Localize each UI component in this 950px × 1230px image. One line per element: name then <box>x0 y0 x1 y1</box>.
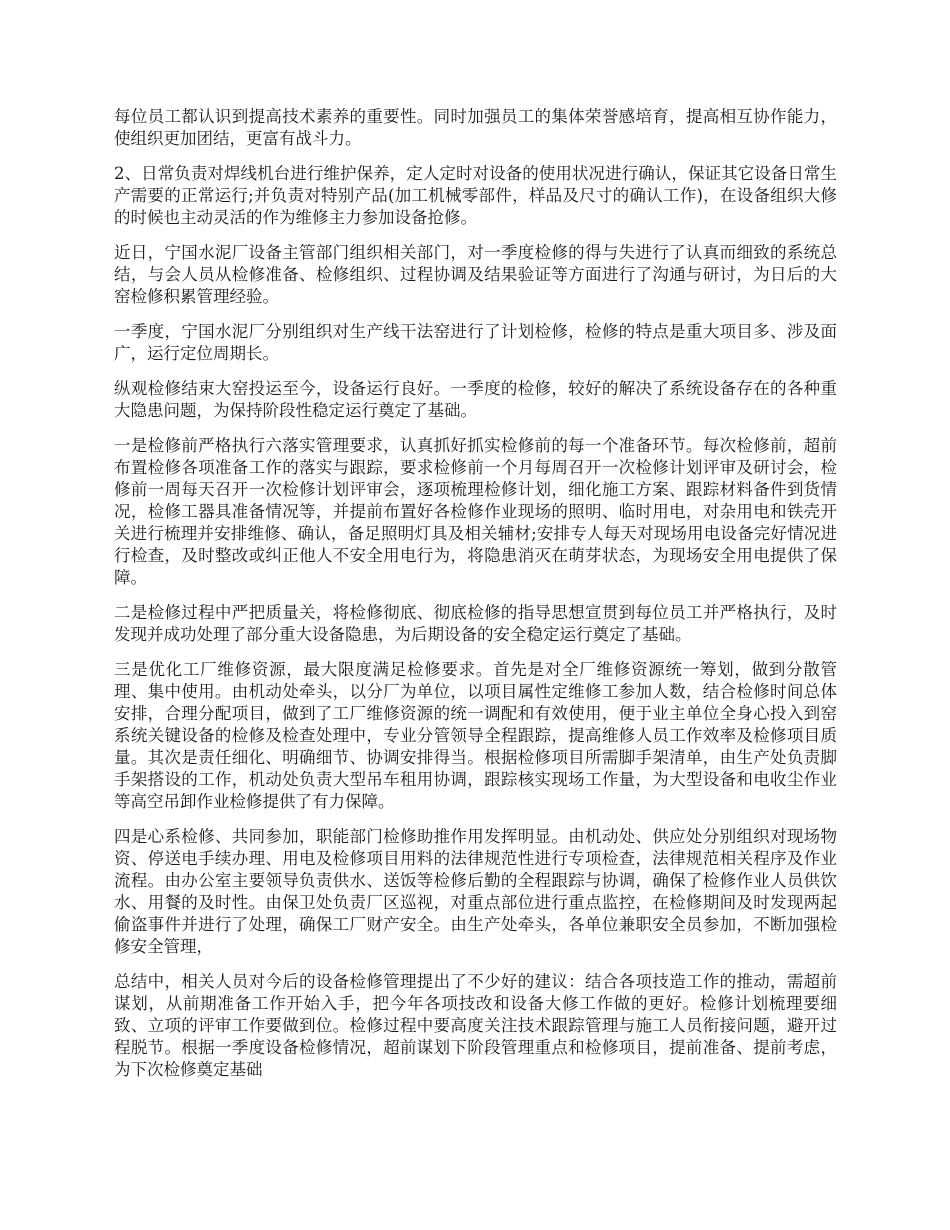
paragraph-3: 近日，宁国水泥厂设备主管部门组织相关部门，对一季度检修的得与失进行了认真而细致的系统总结，与会人员从检修准备、检修组织、过程协调及结果验证等方面进行了沟通与研讨，为日后的大窑检修积累管理经验。 <box>114 243 837 306</box>
paragraph-6: 一是检修前严格执行六落实管理要求，认真抓好抓实检修前的每一个准备环节。每次检修前，超前布置检修各项准备工作的落实与跟踪，要求检修前一个月每周召开一次检修计划评审及研讨会，检修前一周每天召开一次检修计划评审会，逐项梳理检修计划，细化施工方案、跟踪材料备件到货情况，检修工器具准备情况等，并提前布置好各检修作业现场的照明、临时用电，对杂用电和铁壳开关进行梳理并安排维修、确认，备足照明灯具及相关辅材;安排专人每天对现场用电设备完好情况进行检查，及时整改或纠正他人不安全用电行为，将隐患消灭在萌芽状态，为现场安全用电提供了保障。 <box>114 436 837 587</box>
paragraph-7: 二是检修过程中严把质量关，将检修彻底、彻底检修的指导思想宣贯到每位员工并严格执行，及时发现并成功处理了部分重大设备隐患，为后期设备的安全稳定运行奠定了基础。 <box>114 603 837 644</box>
document-body <box>114 106 837 1094</box>
paragraph-9: 四是心系检修、共同参加，职能部门检修助推作用发挥明显。由机动处、供应处分别组织对现场物资、停送电手续办理、用电及检修项目用料的法律规范性进行专项检查，法律规范相关程序及作业流程。由办公室主要领导负责供水、送饭等检修后勤的全程跟踪与协调，确保了检修作业人员供饮水、用餐的及时性。由保卫处负责厂区巡视，对重点部位进行重点监控，在检修期间及时发现两起偷盗事件并进行了处理，确保工厂财产安全。由生产处牵头，各单位兼职安全员参加，不断加强检修安全管理， <box>114 827 837 956</box>
paragraph-4: 一季度，宁国水泥厂分别组织对生产线干法窑进行了计划检修，检修的特点是重大项目多、涉及面广，运行定位周期长。 <box>114 322 837 363</box>
paragraph-1: 每位员工都认识到提高技术素养的重要性。同时加强员工的集体荣誉感培育，提高相互协作能力，使组织更加团结，更富有战斗力。 <box>114 107 837 148</box>
paragraph-2: 2、日常负责对焊线机台进行维护保养，定人定时对设备的使用状况进行确认，保证其它设备日常生产需要的正常运行;并负责对特别产品(加工机械零部件，样品及尺寸的确认工作)，在设备组织大修的时候也主动灵活的作为维修主力参加设备抢修。 <box>114 164 837 227</box>
paragraph-5: 纵观检修结束大窑投运至今，设备运行良好。一季度的检修，较好的解决了系统设备存在的各种重大隐患问题，为保持阶段性稳定运行奠定了基础。 <box>114 379 837 420</box>
paragraph-10: 总结中，相关人员对今后的设备检修管理提出了不少好的建议：结合各项技造工作的推动，需超前谋划，从前期准备工作开始入手，把今年各项技改和设备大修工作做的更好。检修计划梳理要细致、立项的评审工作要做到位。检修过程中要高度关注技术跟踪管理与施工人员衔接问题，避开过程脱节。根据一季度设备检修情况，超前谋划下阶段管理重点和检修项目，提前准备、提前考虑，为下次检修奠定基础 <box>114 972 837 1079</box>
paragraph-8: 三是优化工厂维修资源，最大限度满足检修要求。首先是对全厂维修资源统一筹划，做到分散管理、集中使用。由机动处牵头，以分厂为单位，以项目属性定维修工参加人数，结合检修时间总体安排，合理分配项目，做到了工厂维修资源的统一调配和有效使用，便于业主单位全身心投入到窑系统关键设备的检修及检查处理中，专业分管领导全程跟踪，提高维修人员工作效率及检修项目质量。其次是责任细化、明确细节、协调安排得当。根据检修项目所需脚手架清单，由生产处负责脚手架搭设的工作，机动处负责大型吊车租用协调，跟踪核实现场工作量，为大型设备和电收尘作业等高空吊卸作业检修提供了有力保障。 <box>114 660 837 811</box>
